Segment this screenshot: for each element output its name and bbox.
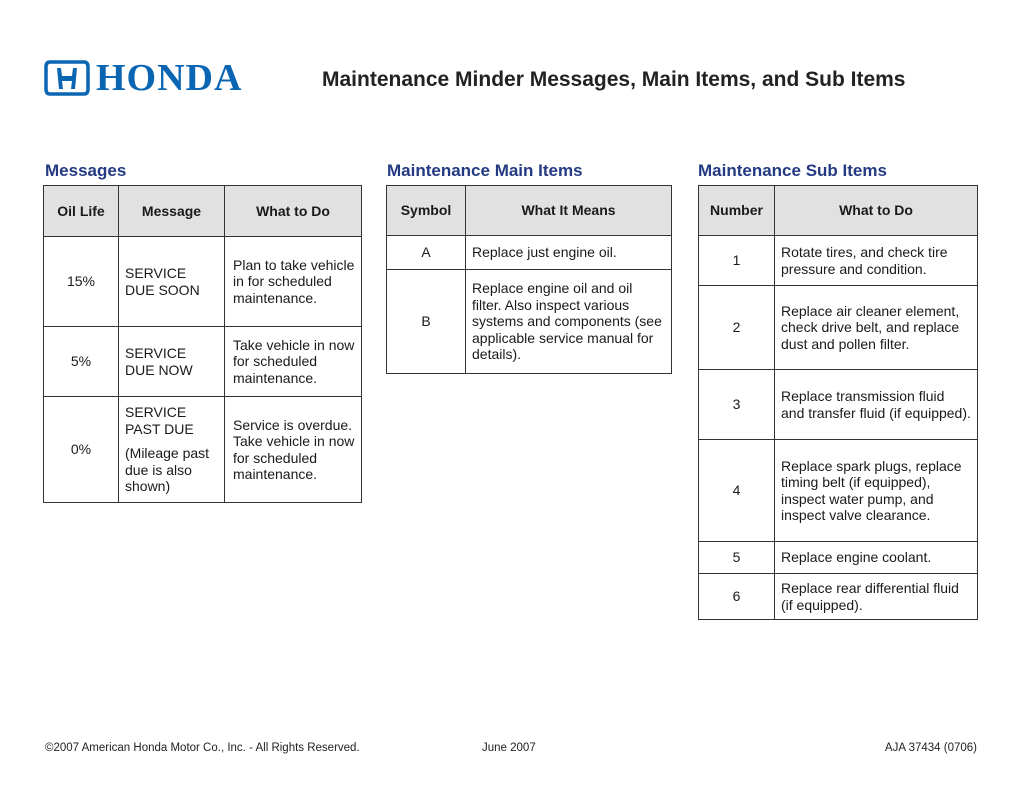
table-row: [387, 270, 672, 374]
what-to-do-cell: Replace air cleaner element, check drive belt, and replace dust and pollen filter.: [775, 286, 978, 370]
column-header-what-to-do: What to Do: [775, 186, 978, 236]
number-cell: 5: [699, 542, 775, 574]
page-title: Maintenance Minder Messages, Main Items, and Sub Items: [322, 68, 906, 91]
table-header-row: [44, 186, 362, 237]
oil-life-cell: 15%: [44, 237, 119, 327]
column-header-symbol: Symbol: [387, 186, 466, 236]
what-to-do-cell: Service is overdue. Take vehicle in now for scheduled maintenance.: [225, 397, 362, 503]
column-header-what-it-means: What It Means: [466, 186, 672, 236]
footer-date: June 2007: [482, 742, 536, 754]
column-header-what-to-do: What to Do: [225, 186, 362, 237]
table-row: [44, 397, 362, 503]
honda-h-emblem-icon: [44, 59, 90, 97]
column-header-number: Number: [699, 186, 775, 236]
what-to-do-cell: Take vehicle in now for scheduled maintenance.: [225, 327, 362, 397]
table-row: [44, 327, 362, 397]
meaning-cell: Replace just engine oil.: [466, 236, 672, 270]
oil-life-cell: 5%: [44, 327, 119, 397]
what-to-do-cell: Replace rear differential fluid (if equipped).: [775, 574, 978, 620]
number-cell: 3: [699, 370, 775, 440]
table-header-row: [387, 186, 672, 236]
brand-wordmark: HONDA: [96, 57, 243, 99]
what-to-do-cell: Rotate tires, and check tire pressure and condition.: [775, 236, 978, 286]
symbol-cell: B: [387, 270, 466, 374]
table-row: [699, 440, 978, 542]
number-cell: 6: [699, 574, 775, 620]
what-to-do-cell: Replace engine coolant.: [775, 542, 978, 574]
table-row: [699, 574, 978, 620]
message-cell: SERVICE DUE NOW: [119, 327, 225, 397]
what-to-do-cell: Replace transmission fluid and transfer fluid (if equipped).: [775, 370, 978, 440]
footer-copyright: ©2007 American Honda Motor Co., Inc. - All Rights Reserved.: [45, 742, 360, 754]
what-to-do-cell: Replace spark plugs, replace timing belt (if equipped), inspect water pump, and inspect valve clearance.: [775, 440, 978, 542]
message-note: (Mileage past due is also shown): [125, 445, 210, 495]
oil-life-cell: 0%: [44, 397, 119, 503]
footer-document-code: AJA 37434 (0706): [884, 742, 977, 754]
column-header-message: Message: [119, 186, 225, 237]
message-text: SERVICE PAST DUE: [125, 404, 194, 437]
table-row: [44, 237, 362, 327]
honda-logo: [44, 58, 242, 98]
meaning-cell: Replace engine oil and oil filter. Also inspect various systems and components (see applicable service manual for details).: [466, 270, 672, 374]
sub-items-section-title: Maintenance Sub Items: [698, 161, 887, 180]
table-row: [387, 236, 672, 270]
table-row: [699, 542, 978, 574]
message-cell: [119, 397, 225, 503]
number-cell: 2: [699, 286, 775, 370]
symbol-cell: A: [387, 236, 466, 270]
number-cell: 4: [699, 440, 775, 542]
sub-items-table: [698, 185, 978, 620]
messages-table: [43, 185, 362, 503]
message-cell: SERVICE DUE SOON: [119, 237, 225, 327]
main-items-table: [386, 185, 672, 374]
column-header-oil-life: Oil Life: [44, 186, 119, 237]
number-cell: 1: [699, 236, 775, 286]
what-to-do-cell: Plan to take vehicle in for scheduled maintenance.: [225, 237, 362, 327]
table-row: [699, 236, 978, 286]
table-header-row: [699, 186, 978, 236]
messages-section-title: Messages: [45, 161, 127, 180]
table-row: [699, 370, 978, 440]
table-row: [699, 286, 978, 370]
main-items-section-title: Maintenance Main Items: [387, 161, 583, 180]
